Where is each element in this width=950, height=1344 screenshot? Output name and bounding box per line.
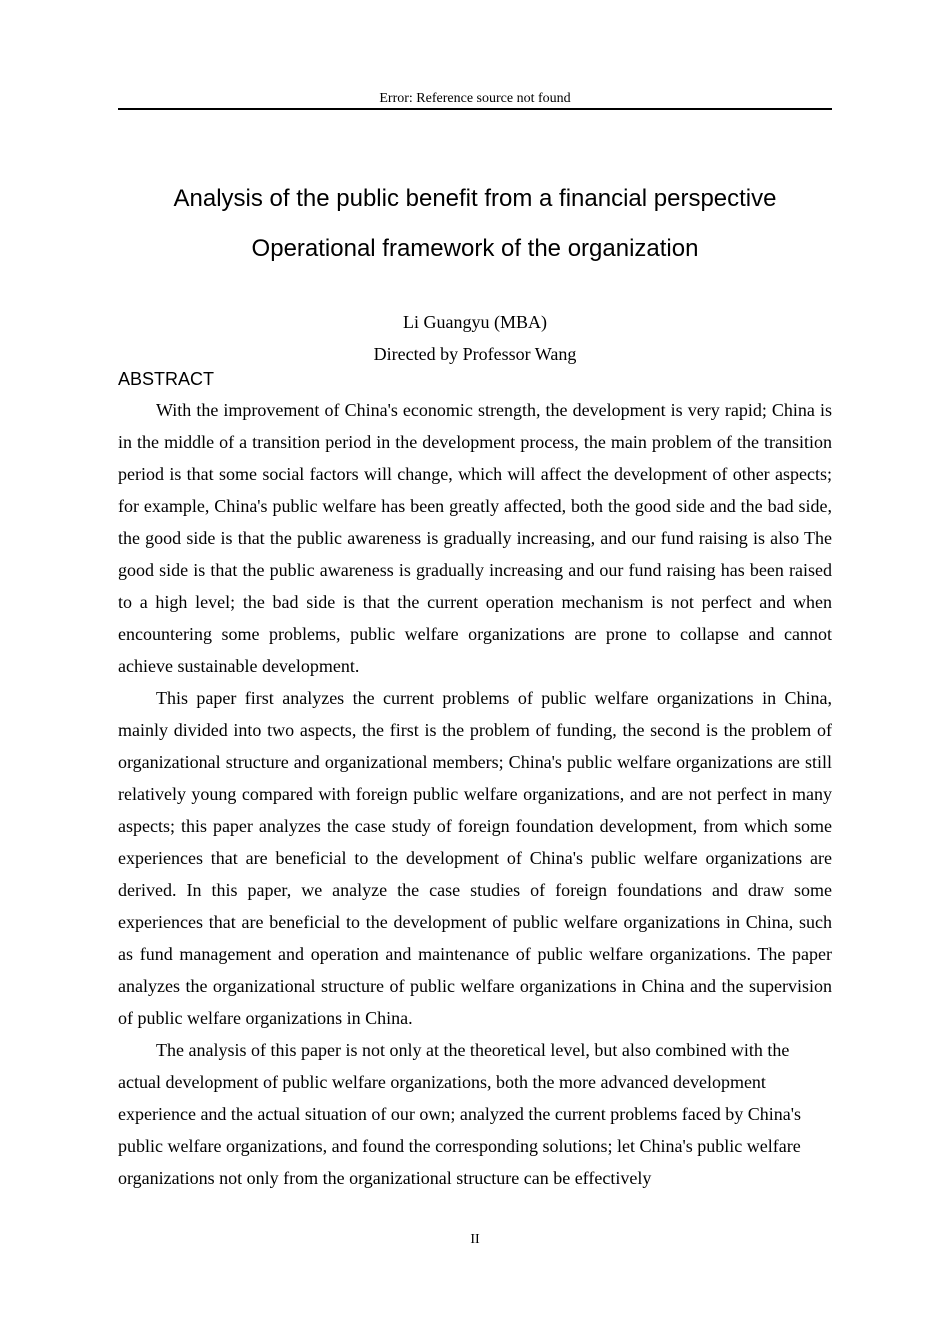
header-rule — [118, 108, 832, 110]
abstract-paragraph-3: The analysis of this paper is not only at the theoretical level, but also combined with the actual development of public welfare organizations, both the more advanced development experience and the actual situation of our own; analyzed the current problems faced by China's public welfare organizations, and found the corresponding solutions; let China's public welfare organizations not only from the organizational structure can be effectively — [118, 1040, 801, 1188]
running-header: Error: Reference source not found — [379, 91, 571, 106]
director-line: Directed by Professor Wang — [373, 344, 577, 364]
abstract-paragraph-2: This paper first analyzes the current problems of public welfare organizations in China, mainly divided into two aspects, the first is the problem of funding, the second is the problem of organizational structure and organizational members; China's public welfare organizations are still relatively young compared with foreign public welfare organizations, and are not perfect in many aspects; this paper analyzes the case study of foreign foundation development, from which some experiences that are beneficial to the development of China's public welfare organizations are derived. In this paper, we analyze the case studies of foreign foundations and draw some experiences that are beneficial to the development of public welfare organizations in China, such as fund management and operation and maintenance of public welfare organizations. The paper analyzes the organizational structure of public welfare organizations in China and the supervision of public welfare organizations in China. — [118, 688, 832, 1028]
title-line-1: Analysis of the public benefit from a financial perspective — [173, 185, 777, 212]
abstract-paragraph-1: With the improvement of China's economic strength, the development is very rapid; China is in the middle of a transition period in the development process, the main problem of the transition period is that some social factors will change, which will affect the development of other aspects; for example, China's public welfare has been greatly affected, both the good side and the bad side, the good side is that the public awareness is gradually increasing, and our fund raising is also The good side is that the public awareness is gradually increasing and our fund raising has been raised to a high level; the bad side is that the current operation mechanism is not perfect and when encountering some problems, public welfare organizations are prone to collapse and cannot achieve sustainable development. — [118, 400, 832, 676]
page-number: II — [470, 1232, 480, 1247]
title-line-2: Operational framework of the organization — [251, 235, 699, 262]
abstract-body — [118, 394, 832, 1194]
abstract-heading: ABSTRACT — [118, 369, 215, 389]
author-line: Li Guangyu (MBA) — [403, 312, 547, 332]
